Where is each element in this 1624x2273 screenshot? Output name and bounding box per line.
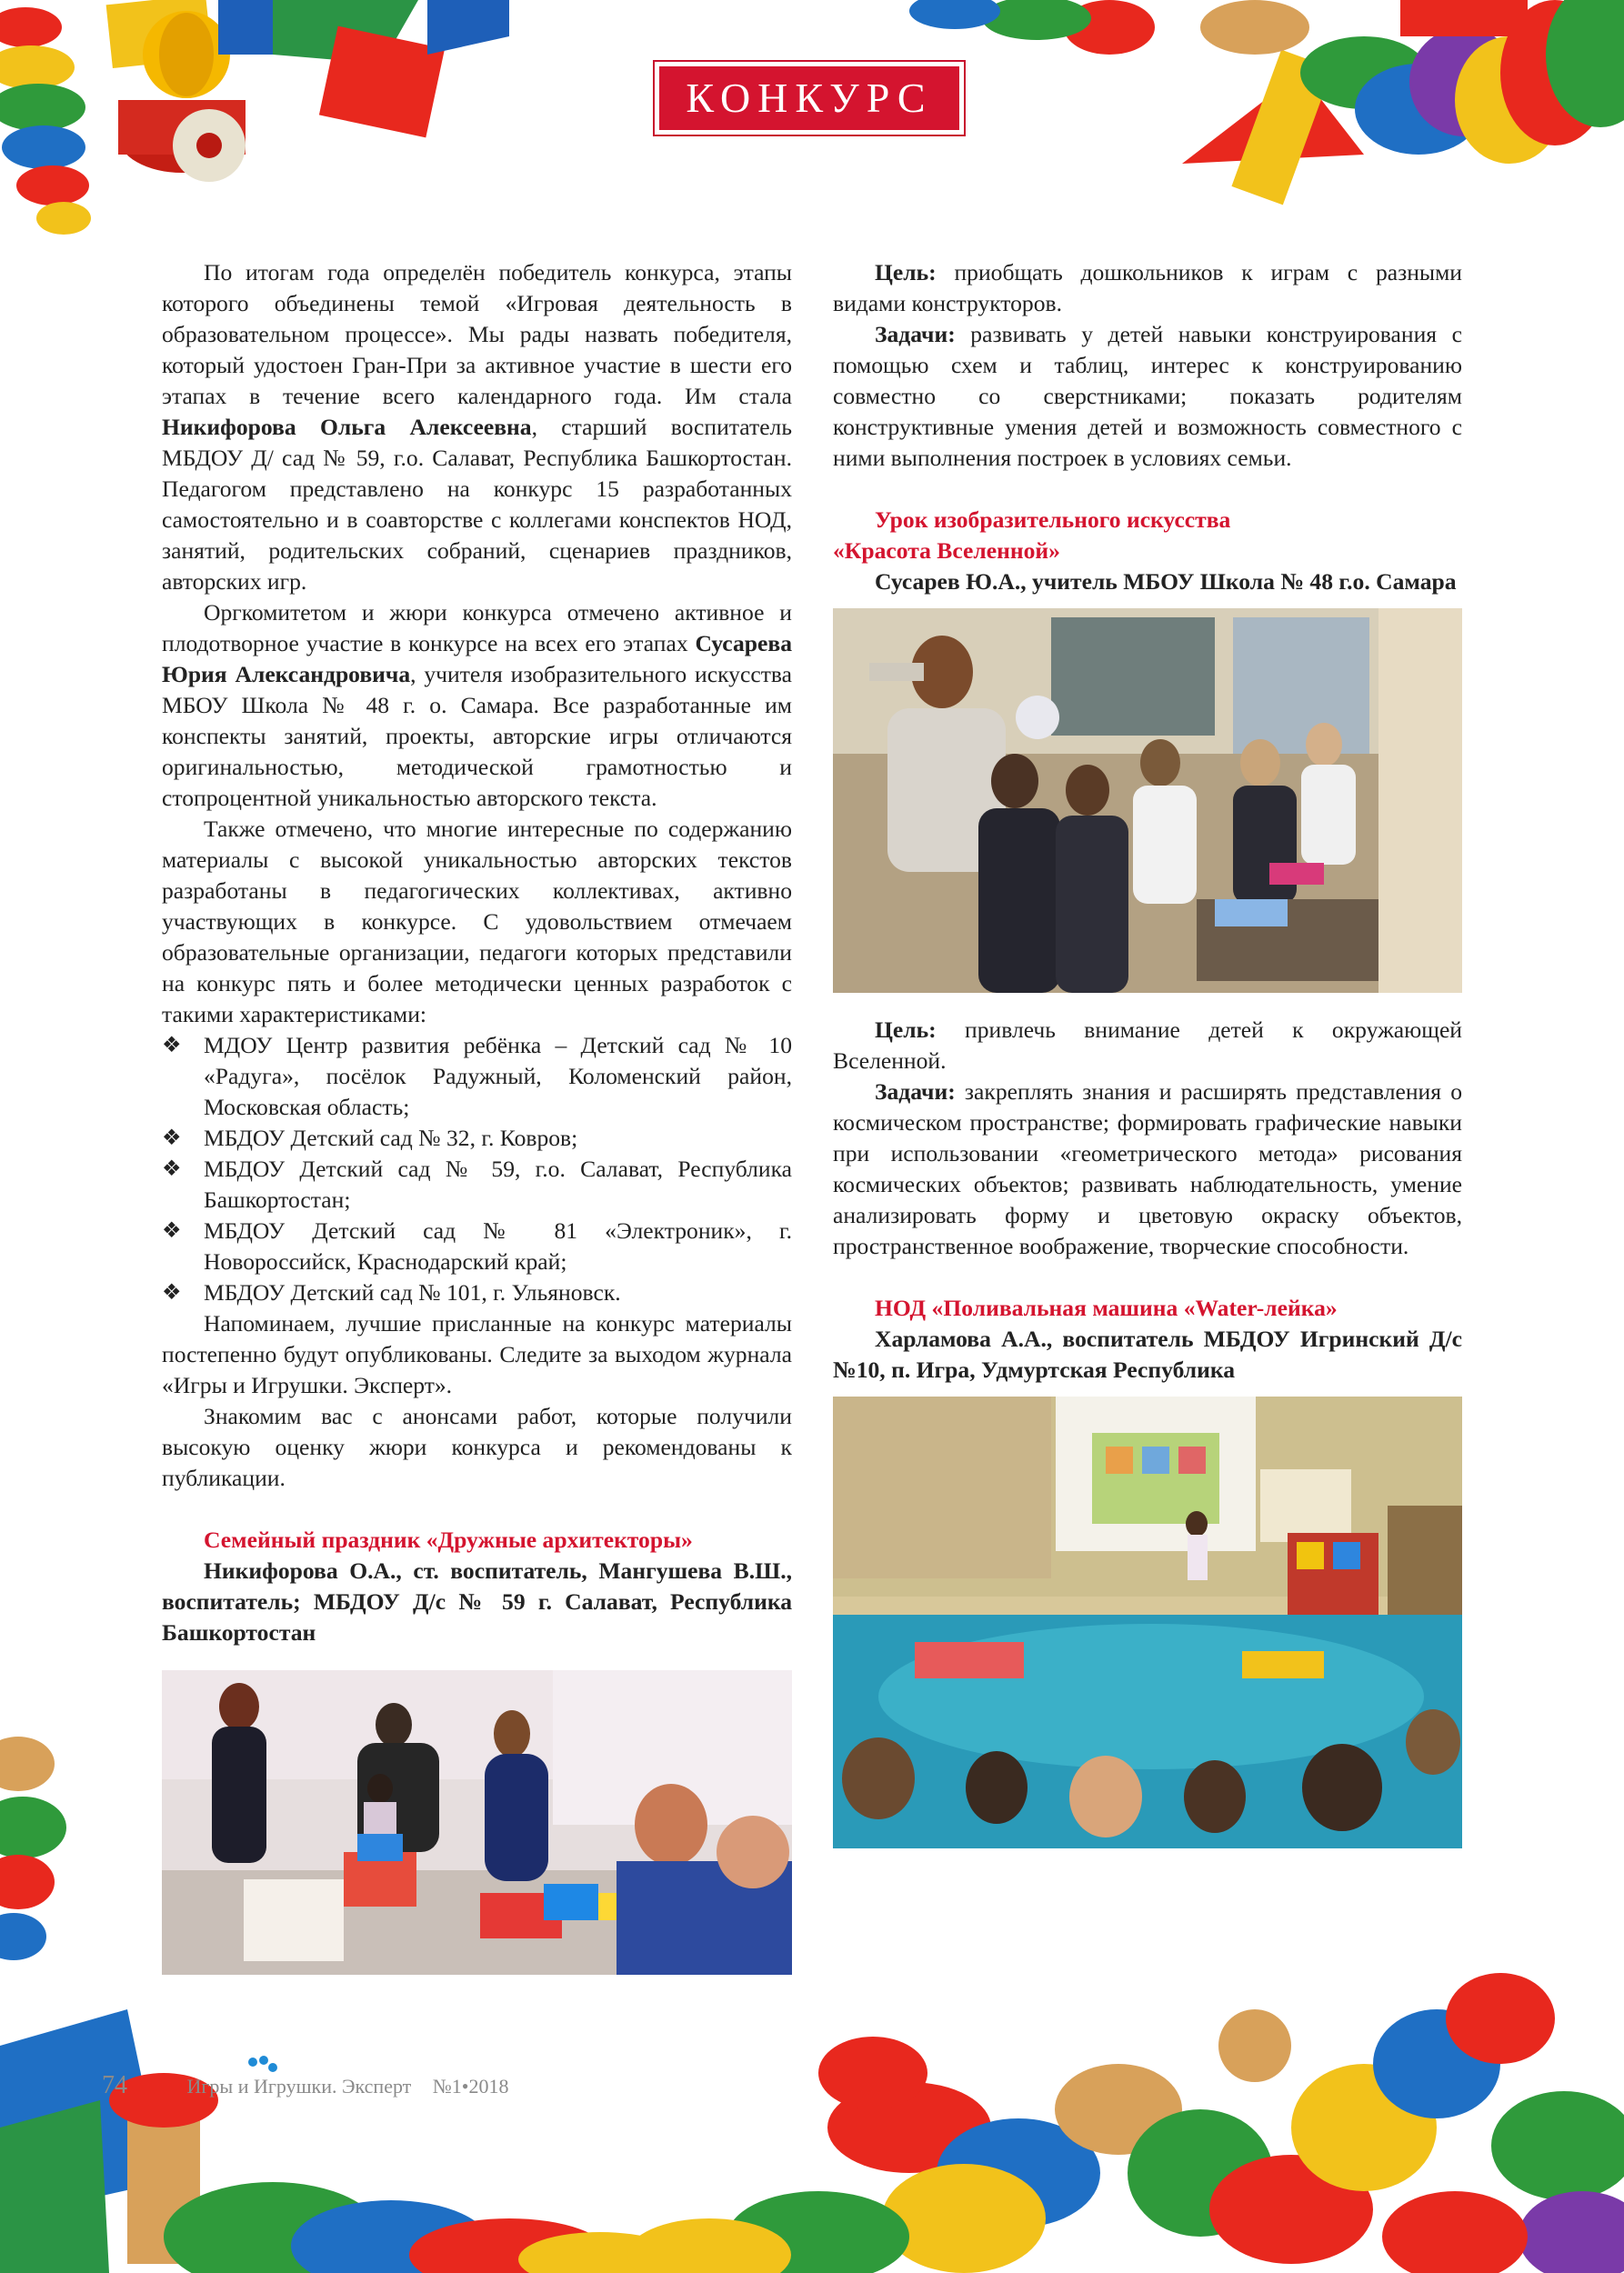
tasks-paragraph: Задачи: закреплять знания и расширять представления о космическом пространстве; формировать графические навыки при использовании «геометрического метода» рисования космических объектов; развивать наблюдательность, умение анализировать форму и цветовую окраску объектов, пространственное воображение, творческие способности. xyxy=(833,1078,1462,1259)
section-title: Семейный праздник «Дружные архитекторы» xyxy=(204,1527,693,1553)
bullet-icon: ❖ xyxy=(162,1219,182,1243)
list-item: ❖ МБДОУ Детский сад № 101, г. Ульяновск. xyxy=(162,1277,792,1308)
bullet-icon: ❖ xyxy=(162,1281,182,1305)
paragraph-intro: Знакомим вас с анонсами работ, которые получили высокую оценку жюри конкурса и рекомендованы к публикации. xyxy=(162,1403,792,1491)
page-number: 74 xyxy=(102,2071,127,2099)
issue-number: №1•2018 xyxy=(432,2075,509,2098)
list-item: ❖ МБДОУ Детский сад № 32, г. Ковров; xyxy=(162,1123,792,1154)
decorative-toy-left xyxy=(0,1727,82,2000)
list-item: ❖ МБДОУ Детский сад № 81 «Электроник», г. Новороссийск, Краснодарский край; xyxy=(162,1217,792,1275)
laureate-name: Сусарева Юрия Александровича xyxy=(162,630,792,687)
goal-paragraph: Цель: приобщать дошкольников к играм с разными видами конструкторов. xyxy=(833,259,1462,316)
bullet-icon: ❖ xyxy=(162,1126,182,1150)
photo-family-holiday xyxy=(162,1670,792,1975)
paragraph-reminder: Напоминаем, лучшие присланные на конкурс материалы постепенно будут опубликованы. Следите за выходом журнала «Игры и Игрушки. Эксперт». xyxy=(162,1310,792,1398)
bullet-icon: ❖ xyxy=(162,1157,182,1181)
paragraph-organizations: Также отмечено, что многие интересные по содержанию материалы с высокой уникальностью авторских текстов разработаны в педагогических коллективах, активно участвующих в конкурсе. С удовольствием отмечаем образовательные организации, педагоги которых представили на конкурс пять и более методически ценных разработок с такими характеристиками: xyxy=(162,816,792,1027)
paragraph-jury: Оргкомитетом и жюри конкурса отмечено активное и плодотворное участие в конкурсе на всех его этапах Сусарева Юрия Александровича, учителя изобразительного искусства МБОУ Школа № 48 г. о. Самара. Все разработанные им конспекты занятий, проекты, авторские игры отличаются оригинальностью, методической грамотностью и стопроцентной уникальностью авторского текста. xyxy=(162,599,792,811)
winner-name: Никифорова Ольга Алексеевна xyxy=(162,414,532,440)
photo-art-lesson xyxy=(833,608,1462,993)
tasks-paragraph: Задачи: развивать у детей навыки конструирования с помощью схем и таблиц, интерес к конструированию совместно со сверстниками; показать родителям конструктивные умения детей и возможность совместного с ними выполнения построек в условиях семьи. xyxy=(833,321,1462,471)
section-label: КОНКУРС xyxy=(659,66,959,130)
list-item: ❖ МДОУ Центр развития ребёнка – Детский сад № 10 «Радуга», посёлок Радужный, Коломенский район, Московская область; xyxy=(162,1032,792,1120)
goal-paragraph: Цель: привлечь внимание детей к окружающей Вселенной. xyxy=(833,1016,1462,1074)
section-badge xyxy=(653,60,966,136)
paragraph-winner: По итогам года определён победитель конкурса, этапы которого объединены темой «Игровая деятельность в образовательном процессе». Мы рады назвать победителя, который удостоен Гран-При за активное участие в шести его этапах в течение всего календарного года. Им стала Никифорова Ольга Алексеевна, старший воспитатель МБДОУ Д/ сад № 59, г.о. Салават, Республика Башкортостан. Педагогом представлено на конкурс 15 разработанных самостоятельно и в соавторстве с коллегами конспектов НОД, занятий, родительских собраний, сценариев праздников, авторских игр. xyxy=(162,259,792,595)
bullet-icon: ❖ xyxy=(162,1034,182,1057)
magazine-title: Игры и Игрушки. Эксперт xyxy=(186,2075,412,2098)
left-column xyxy=(162,257,792,1975)
section-title: НОД «Поливальная машина «Water-лейка» xyxy=(875,1295,1338,1321)
decorative-toys-bottom xyxy=(0,1964,1624,2273)
section-title: Урок изобразительного искусства «Красота Вселенной» xyxy=(833,506,1231,564)
section-authors: Харламова А.А., воспитатель МБДОУ Игринский Д/с №10, п. Игра, Удмуртская Республика xyxy=(833,1326,1462,1383)
page-footer xyxy=(102,2071,508,2100)
list-item: ❖ МБДОУ Детский сад № 59, г.о. Салават, Республика Башкортостан; xyxy=(162,1156,792,1213)
organizations-list xyxy=(162,1030,792,1308)
section-authors: Никифорова О.А., ст. воспитатель, Мангушева В.Ш., воспитатель; МБДОУ Д/с № 59 г. Салават, Республика Башкортостан xyxy=(162,1557,792,1646)
photo-kindergarten-class xyxy=(833,1397,1462,1848)
section-authors: Сусарев Ю.А., учитель МБОУ Школа № 48 г.о. Самара xyxy=(875,568,1457,595)
right-column xyxy=(833,257,1462,1848)
